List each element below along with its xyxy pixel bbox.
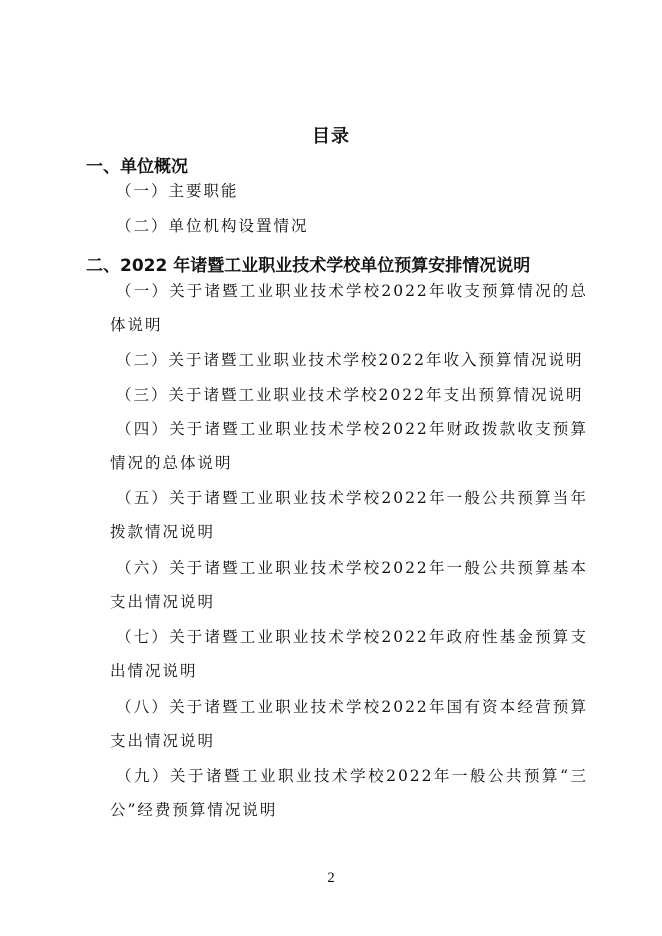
toc-entry-2-3: （三）关于诸暨工业职业技术学校2022年支出预算情况说明	[116, 386, 584, 404]
toc-entry-2-9: （九）关于诸暨工业职业技术学校2022年一般公共预算“三公”经费预算情况说明	[110, 767, 588, 819]
page-number: 2	[327, 870, 335, 886]
toc-title: 目录	[312, 126, 350, 147]
toc-entry-2-1: （一）关于诸暨工业职业技术学校2022年收支预算情况的总体说明	[110, 282, 588, 334]
toc-section-heading-2: 二、2022 年诸暨工业职业技术学校单位预算安排情况说明	[86, 256, 531, 276]
toc-entry-2-6: （六）关于诸暨工业职业技术学校2022年一般公共预算基本支出情况说明	[110, 559, 588, 611]
toc-entry-2-5: （五）关于诸暨工业职业技术学校2022年一般公共预算当年拨款情况说明	[110, 489, 588, 541]
toc-entry-2-7: （七）关于诸暨工业职业技术学校2022年政府性基金预算支出情况说明	[110, 628, 588, 680]
toc-entry-1-2: （二）单位机构设置情况	[116, 217, 309, 235]
toc-section-heading-1: 一、单位概况	[86, 157, 188, 177]
toc-entry-2-8: （八）关于诸暨工业职业技术学校2022年国有资本经营预算支出情况说明	[110, 698, 588, 750]
toc-entry-2-2: （二）关于诸暨工业职业技术学校2022年收入预算情况说明	[116, 351, 584, 369]
toc-entry-2-4: （四）关于诸暨工业职业技术学校2022年财政拨款收支预算情况的总体说明	[110, 420, 588, 472]
toc-entry-1-1: （一）主要职能	[116, 182, 239, 200]
